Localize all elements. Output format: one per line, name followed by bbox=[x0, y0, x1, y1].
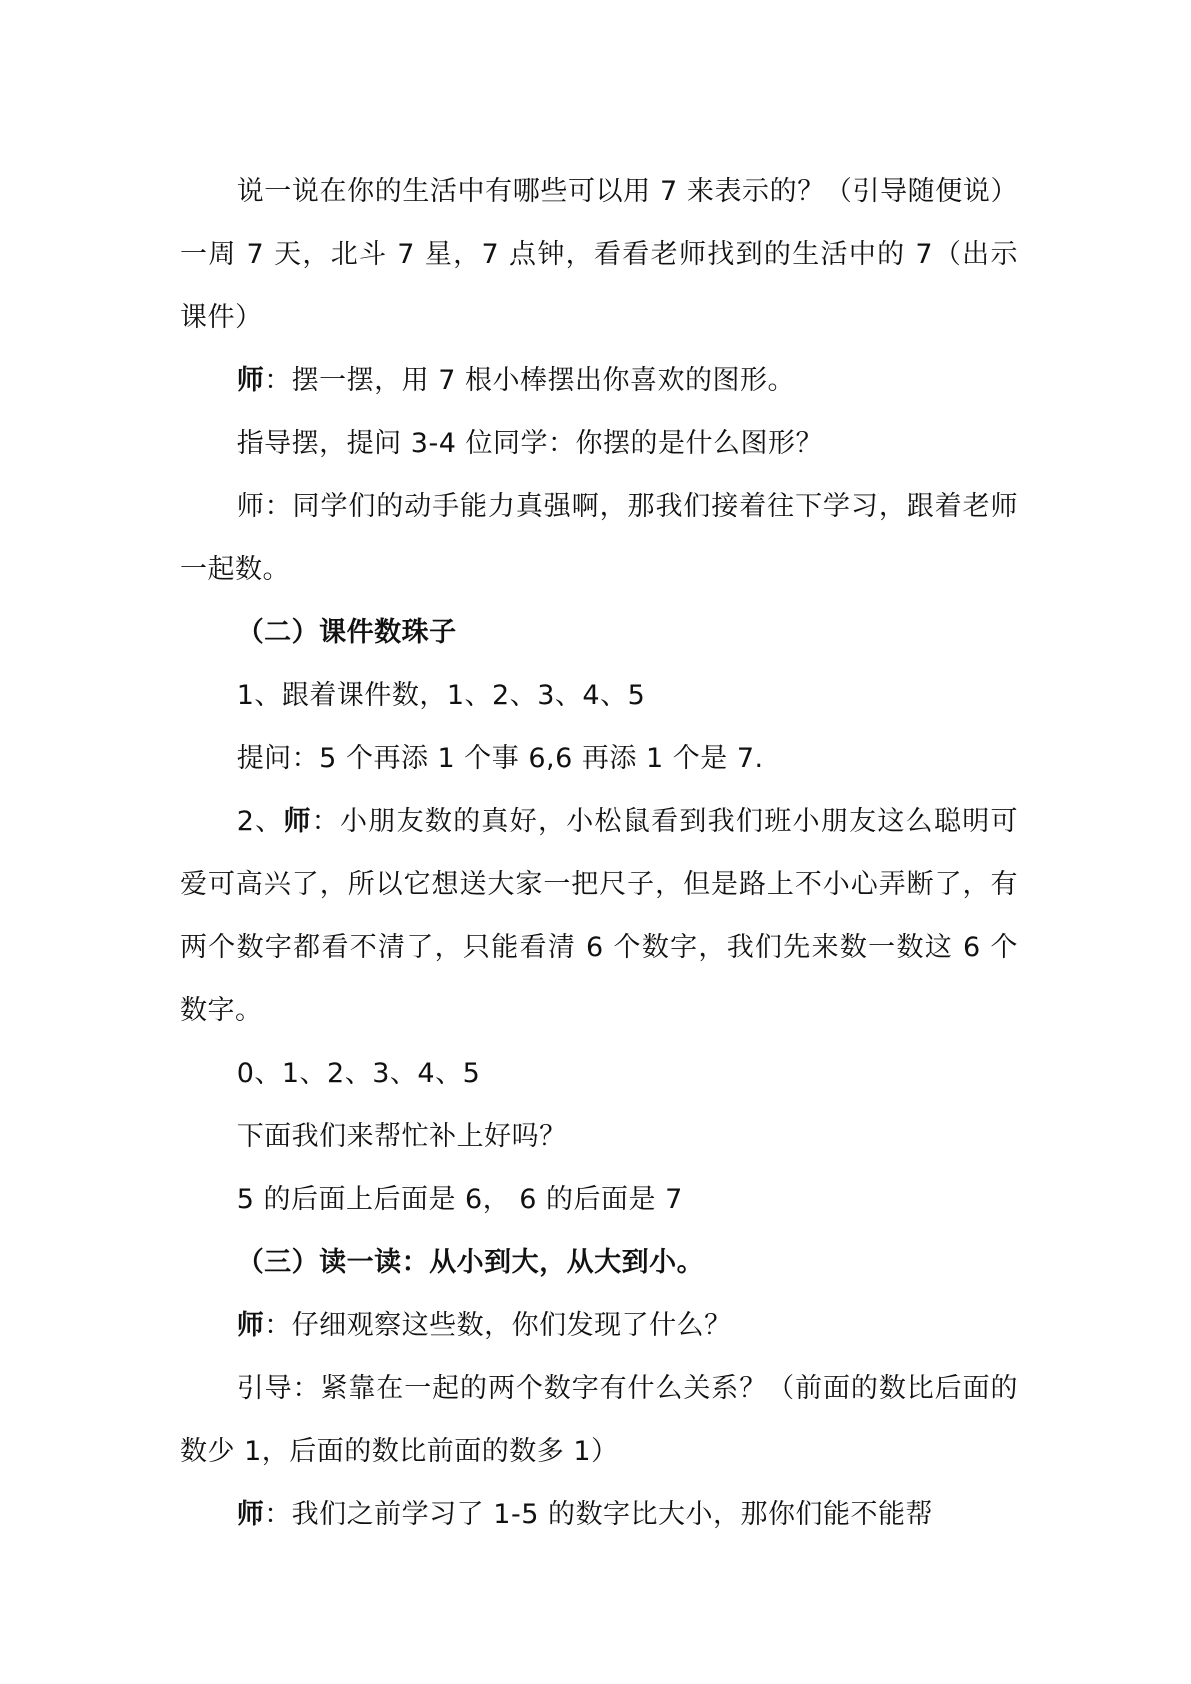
section-heading-beads: （二）课件数珠子 bbox=[236, 617, 457, 648]
paragraph-count-along: 1、跟着课件数，1、2、3、4、5 bbox=[236, 680, 646, 711]
paragraph-question-add-one: 提问：5 个再添 1 个事 6,6 再添 1 个是 7. bbox=[236, 743, 764, 774]
paragraph-text: ：小朋友数的真好，小松鼠看到我们班小朋友这么聪明可爱可高兴了，所以它想送大家一把尺子，但是路上不小心弄断了，有两个数字都看不清了，只能看清 6 个数字，我们先来数一数这 6 个数字。 bbox=[180, 806, 1019, 1026]
paragraph-compare-size bbox=[180, 1483, 1018, 1546]
paragraph-text: ：我们之前学习了 1-5 的数字比大小，那你们能不能帮 bbox=[264, 1499, 933, 1530]
section-heading-read: （三）读一读：从小到大，从大到小。 bbox=[236, 1247, 705, 1278]
paragraph-relationship: 引导：紧靠在一起的两个数字有什么关系？（前面的数比后面的数少 1，后面的数比前面的数多 1） bbox=[180, 1373, 1018, 1467]
paragraph-guide-arrange: 指导摆，提问 3-4 位同学：你摆的是什么图形？ bbox=[236, 428, 823, 459]
paragraph-number-sequence: 0、1、2、3、4、5 bbox=[236, 1058, 481, 1089]
paragraph-hands-on: 师：同学们的动手能力真强啊，那我们接着往下学习，跟着老师一起数。 bbox=[180, 491, 1018, 585]
document-body bbox=[180, 160, 1018, 1546]
paragraph-observe bbox=[180, 1294, 1018, 1357]
paragraph-text: ：仔细观察这些数，你们发现了什么？ bbox=[264, 1310, 732, 1341]
paragraph-after-five: 5 的后面上后面是 6， 6 的后面是 7 bbox=[236, 1184, 683, 1215]
list-number: 2、 bbox=[236, 806, 284, 837]
speaker-label: 师 bbox=[236, 365, 265, 396]
paragraph-help-fill: 下面我们来帮忙补上好吗？ bbox=[236, 1121, 567, 1152]
paragraph-squirrel-ruler bbox=[180, 790, 1018, 1042]
speaker-label: 师 bbox=[283, 806, 312, 837]
speaker-label: 师 bbox=[236, 1499, 265, 1530]
speaker-label: 师 bbox=[236, 1310, 265, 1341]
paragraph-life-examples: 说一说在你的生活中有哪些可以用 7 来表示的？（引导随便说）一周 7 天，北斗 7 星，7 点钟，看看老师找到的生活中的 7（出示课件） bbox=[180, 176, 1018, 333]
paragraph-arrange-sticks bbox=[180, 349, 1018, 412]
paragraph-text: ：摆一摆，用 7 根小棒摆出你喜欢的图形。 bbox=[264, 365, 796, 396]
